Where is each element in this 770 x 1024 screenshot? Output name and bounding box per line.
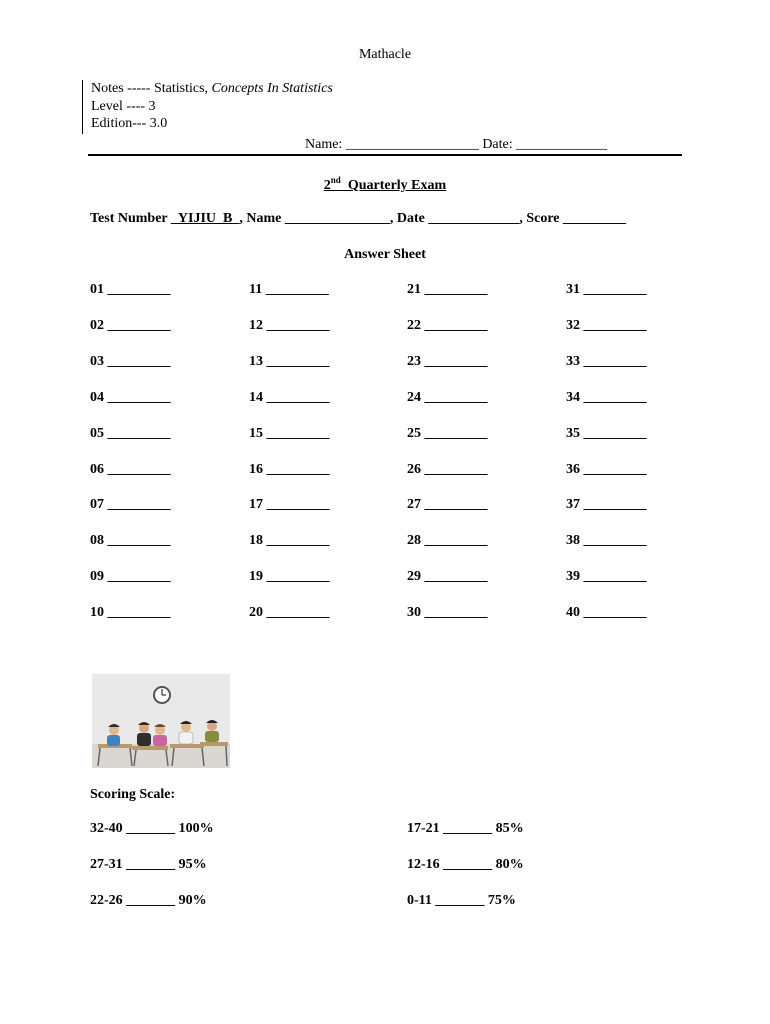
answer-line: 17 _________ — [249, 497, 330, 513]
answer-line: 08 _________ — [90, 533, 171, 549]
answer-line: 36 _________ — [566, 461, 647, 477]
answer-line: 33 _________ — [566, 353, 647, 369]
exam-title-text: Quarterly Exam — [340, 178, 447, 193]
answer-line: 15 _________ — [249, 425, 330, 441]
answer-line: 23 _________ — [407, 353, 488, 369]
notes-block — [82, 80, 333, 134]
answer-line: 39 _________ — [566, 569, 647, 585]
score-range: 22-26 _______ 90% — [90, 893, 207, 908]
answer-line: 32 _________ — [566, 317, 647, 333]
answer-line: 31 _________ — [566, 282, 647, 297]
answer-line: 14 _________ — [249, 389, 330, 405]
answer-line: 20 _________ — [249, 605, 330, 621]
answer-line: 11 _________ — [249, 282, 329, 297]
exam-room-illustration — [92, 674, 230, 768]
clock-icon — [154, 687, 170, 703]
answer-line: 27 _________ — [407, 497, 488, 513]
notes-subject: Notes ----- Statistics, — [91, 81, 212, 96]
exam-ordinal-suffix: nd — [330, 175, 341, 185]
answer-line: 04 _________ — [90, 389, 171, 405]
answer-line: 13 _________ — [249, 353, 330, 369]
score-range: 32-40 _______ 100% — [90, 821, 214, 836]
answer-line: 06 _________ — [90, 461, 171, 477]
test-fields: _, Name _______________, Date _____________, Score _________ — [232, 211, 627, 226]
header-divider — [88, 154, 682, 156]
answer-line: 25 _________ — [407, 425, 488, 441]
answer-sheet-title: Answer Sheet — [344, 247, 426, 262]
answer-line: 38 _________ — [566, 533, 647, 549]
answer-line: 12 _________ — [249, 317, 330, 333]
score-range: 0-11 _______ 75% — [407, 893, 516, 908]
answer-line: 29 _________ — [407, 569, 488, 585]
notes-line — [91, 80, 333, 98]
answer-line: 21 _________ — [407, 282, 488, 297]
answer-line: 34 _________ — [566, 389, 647, 405]
answer-line: 35 _________ — [566, 425, 647, 441]
answer-line: 28 _________ — [407, 533, 488, 549]
answer-line: 01 _________ — [90, 282, 171, 297]
notes-book-title: Concepts In Statistics — [211, 81, 333, 96]
scoring-title: Scoring Scale: — [90, 787, 176, 802]
answer-line: 18 _________ — [249, 533, 330, 549]
exam-ordinal: 2 — [323, 178, 331, 193]
level-line: Level ---- 3 — [91, 98, 156, 114]
answer-line: 30 _________ — [407, 605, 488, 621]
answer-line: 40 _________ — [566, 605, 647, 621]
score-range: 12-16 _______ 80% — [407, 857, 524, 872]
answer-line: 10 _________ — [90, 605, 171, 621]
answer-line: 03 _________ — [90, 353, 171, 369]
document-title: Mathacle — [358, 47, 412, 62]
answer-line: 16 _________ — [249, 461, 330, 477]
score-range: 27-31 _______ 95% — [90, 857, 207, 872]
score-range: 17-21 _______ 85% — [407, 821, 524, 836]
answer-line: 22 _________ — [407, 317, 488, 333]
answer-line: 05 _________ — [90, 425, 171, 441]
answer-line: 09 _________ — [90, 569, 171, 585]
test-info-line — [90, 211, 626, 227]
answer-line: 07 _________ — [90, 497, 171, 513]
edition-line: Edition--- 3.0 — [91, 116, 168, 131]
exam-title — [0, 175, 770, 194]
answer-line: 37 _________ — [566, 497, 647, 513]
answer-line: 24 _________ — [407, 389, 488, 405]
test-number-value: YIJIU_B — [177, 211, 233, 226]
test-number-label: Test Number _ — [90, 211, 178, 226]
answer-line: 26 _________ — [407, 461, 488, 477]
answer-line: 02 _________ — [90, 317, 171, 333]
name-date-line: Name: ___________________ Date: _____________ — [305, 137, 608, 152]
answer-line: 19 _________ — [249, 569, 330, 585]
